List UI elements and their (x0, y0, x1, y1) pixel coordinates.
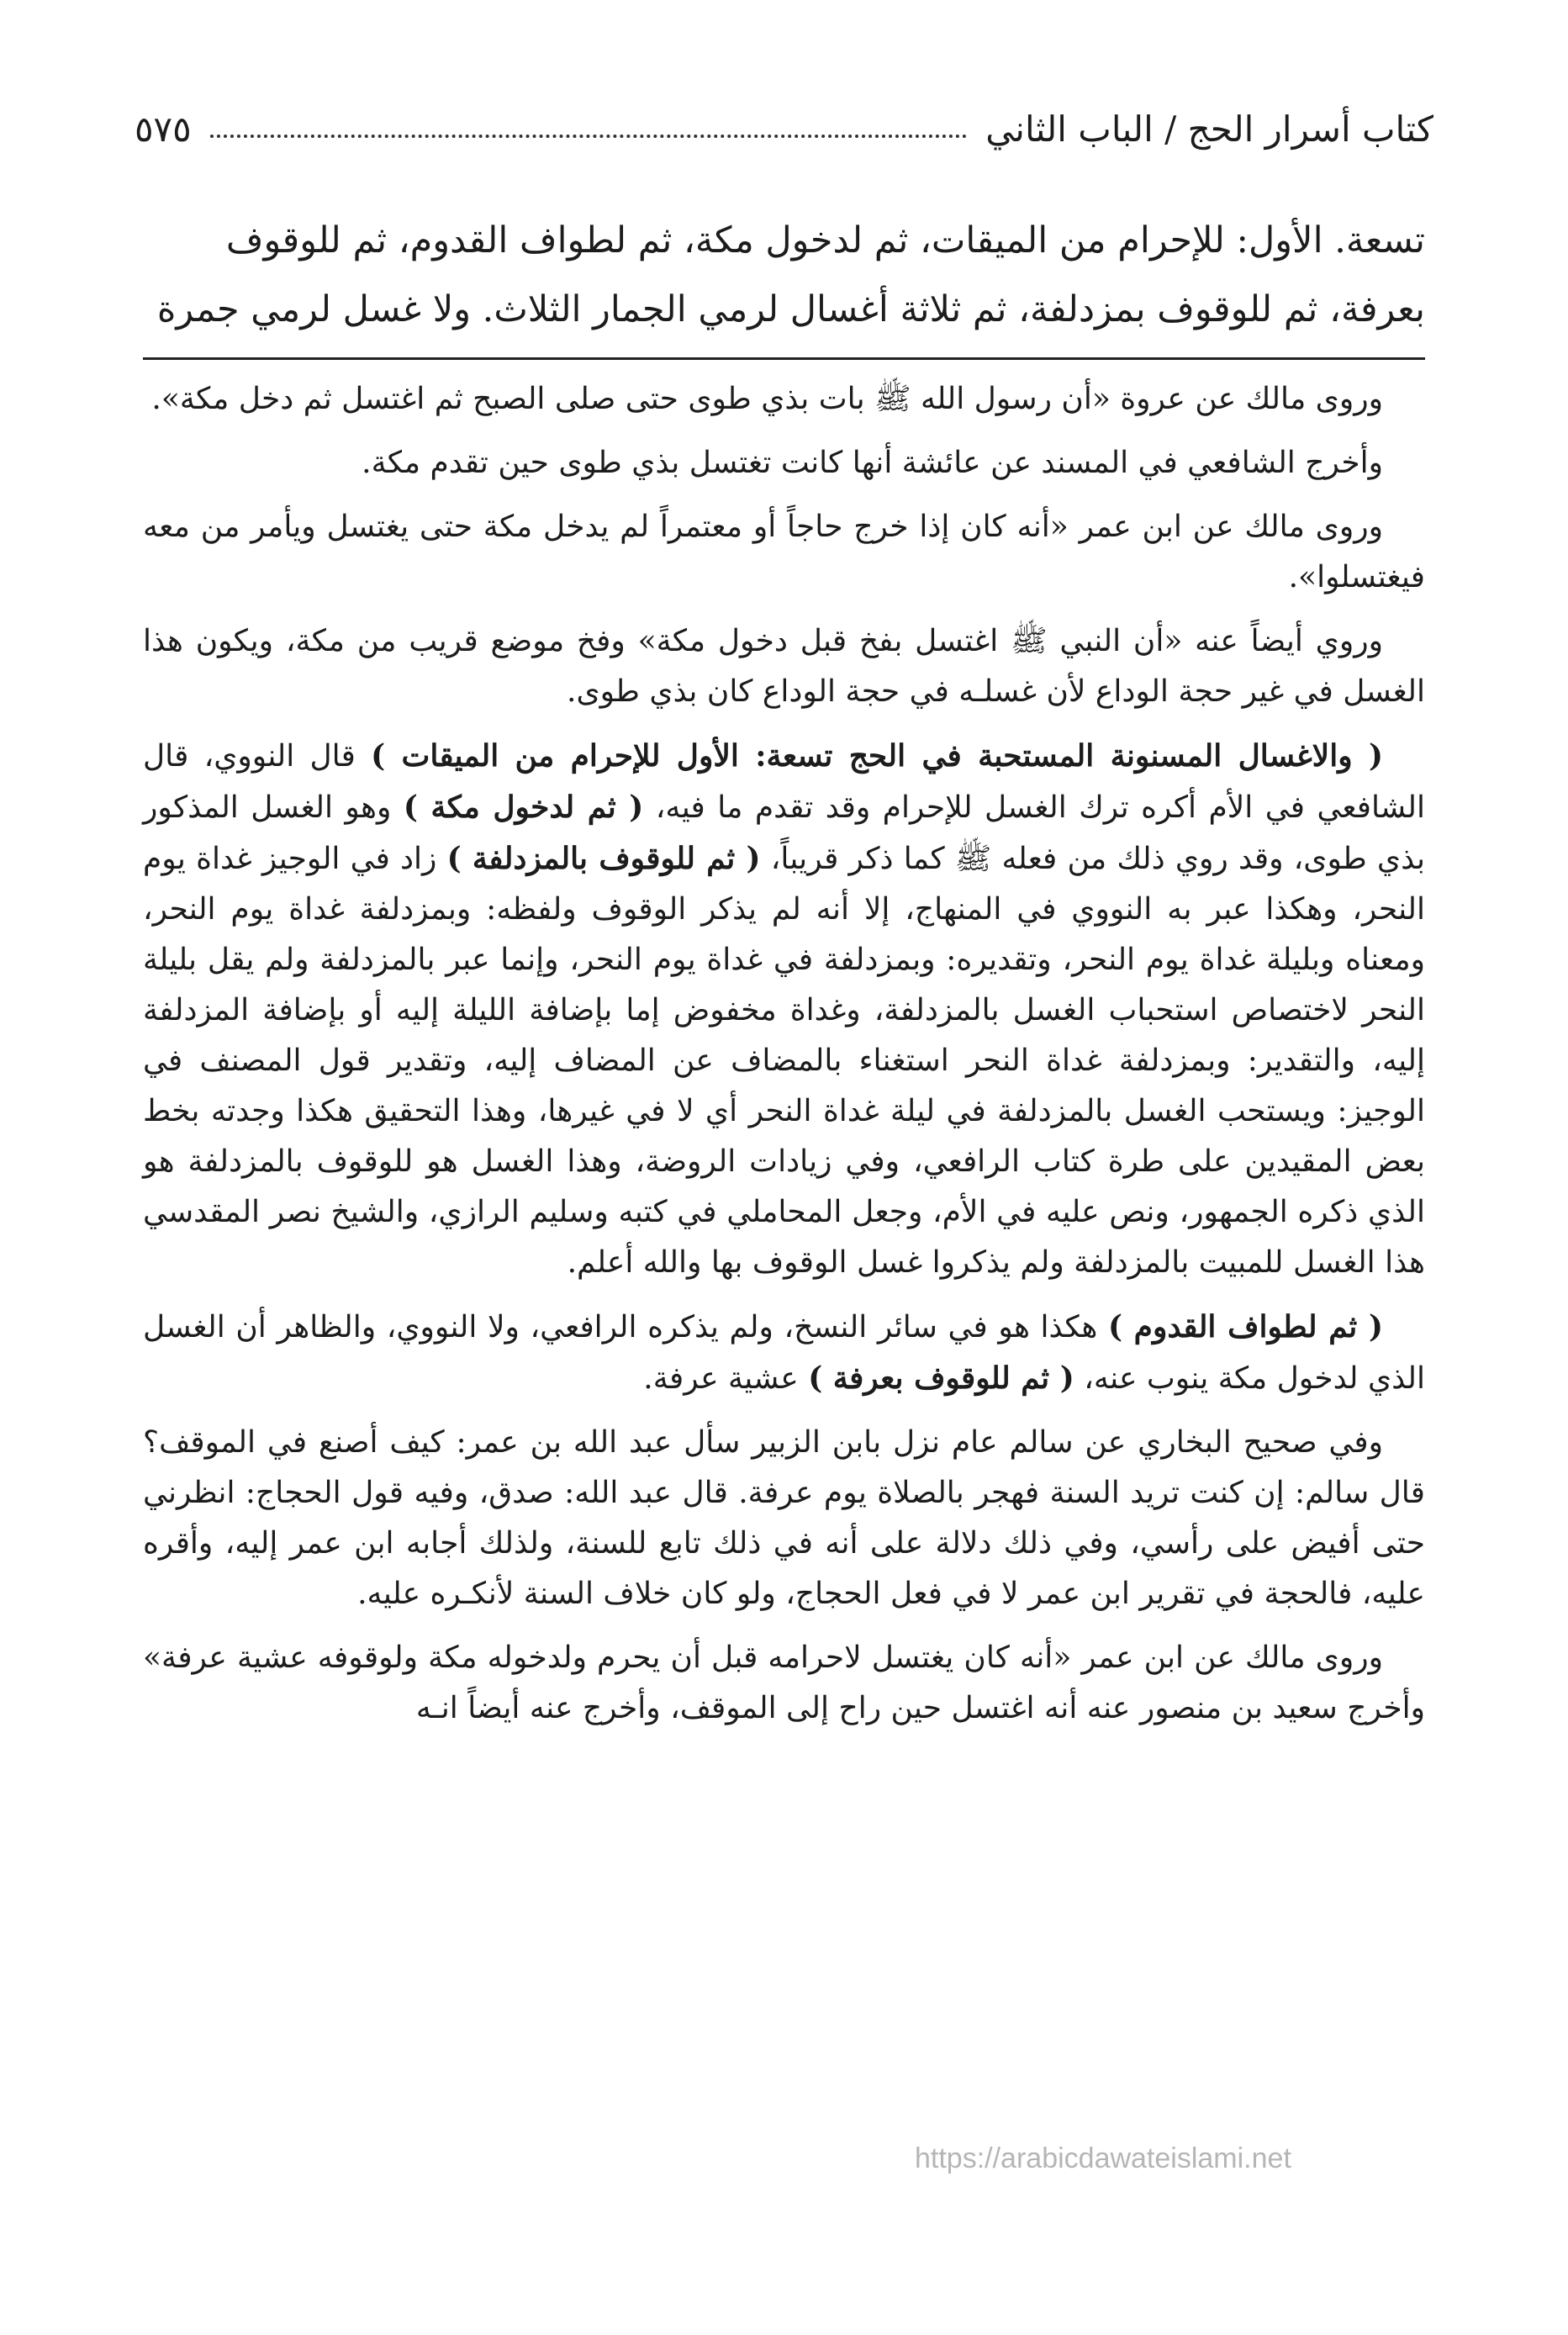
quoted-matn: ( ثم للوقوف بالمزدلفة ) (446, 841, 761, 876)
commentary-text: هكذا هو في سائر النسخ، ولم يذكره الرافعي، ولا النووي، والظاهر أن الغسل الذي لدخول مكة ينوب عنه، (143, 1310, 1425, 1396)
commentary-text: قال النووي، قال الشافعي في الأم أكره ترك الغسل للإحرام وقد تقدم ما فيه، (143, 739, 1425, 825)
commentary-paragraph (143, 731, 1425, 1288)
commentary-paragraph: وروى مالك عن ابن عمر «أنه كان يغتسل لاحرامه قبل أن يحرم ولدخوله مكة ولوقوفه عشية عرفة» وأخرج سعيد بن منصور عنه أنه اغتسل حين راح إلى الموقف، وأخرج عنه أيضاً انـه (143, 1640, 1425, 1725)
header-dot-leader (210, 135, 968, 138)
running-header (135, 91, 1433, 150)
main-text (143, 206, 1425, 344)
commentary-paragraph (143, 1302, 1425, 1404)
commentary-paragraph: وأخرج الشافعي في المسند عن عائشة أنها كانت تغتسل بذي طوى حين تقدم مكة. (362, 446, 1383, 480)
main-text-line: تسعة. الأول: للإحرام من الميقات، ثم لدخول مكة، ثم لطواف القدوم، ثم للوقوف (225, 219, 1425, 261)
commentary (143, 374, 1425, 1747)
commentary-text: عشية عرفة. (643, 1361, 809, 1396)
quoted-matn: ( والاغسال المسنونة المستحبة في الحج تسعة: الأول للإحرام من الميقات ) (371, 738, 1383, 774)
main-text-line: بعرفة، ثم للوقوف بمزدلفة، ثم ثلاثة أغسال لرمي الجمار الثلاث. ولا غسل لرمي جمرة (156, 288, 1425, 330)
commentary-text: وهو الغسل المذكور بذي طوى، وقد روي ذلك من فعله ﷺ كما ذكر قريباً، (143, 790, 1426, 876)
header-title: كتاب أسرار الحج / الباب الثاني (985, 108, 1433, 150)
commentary-paragraph: وروى مالك عن عروة «أن رسول الله ﷺ بات بذي طوى حتى صلى الصبح ثم اغتسل ثم دخل مكة». (151, 382, 1383, 416)
commentary-paragraph: وفي صحيح البخاري عن سالم عام نزل بابن الزبير سأل عبد الله بن عمر: كيف أصنع في الموقف؟ قال سالم: إن كنت تريد السنة فهجر بالصلاة يوم عرفة. قال عبد الله: صدق، وفيه قول الحجاج: انظرني حتى أفيض على رأسي، وفي ذلك دلالة على أنه في ذلك تابع للسنة، ولذلك أجابه ابن عمر إليه، وأقره عليه، فالحجة في تقرير ابن عمر لا في فعل الحجاج، ولو كان خلاف السنة لأنكـره عليه. (143, 1425, 1425, 1611)
commentary-paragraph: وروي أيضاً عنه «أن النبي ﷺ اغتسل بفخ قبل دخول مكة» وفخ موضع قريب من مكة، ويكون هذا الغسل في غير حجة الوداع لأن غسلـه في حجة الوداع كان بذي طوى. (143, 624, 1425, 709)
commentary-text: زاد في الوجيز غداة يوم النحر، وهكذا عبر به النووي في المنهاج، إلا أنه لم يذكر الوقوف ولفظه: وبمزدلفة غداة يوم النحر، ومعناه وبليلة غداة يوم النحر، وتقديره: وبمزدلفة في غداة يوم النحر، وإنما عبر بالمزدلفة ولم يقل بليلة النحر لاختصاص استحباب الغسل بالمزدلفة، وغداة مخفوض إما بإضافة الليلة إليه أو بإضافة المزدلفة إليه، والتقدير: وبمزدلفة غداة النحر استغناء بالمضاف عن المضاف إليه، وتقدير قول المصنف في الوجيز: ويستحب الغسل بالمزدلفة في ليلة غداة النحر أي لا في غيرها، وهذا التحقيق هكذا وجدته بخط بعض المقيدين على طرة كتاب الرافعي، وفي زيادات الروضة، وهذا الغسل هو للوقوف بالمزدلفة هو الذي ذكره الجمهور، ونص عليه في الأم، وجعل المحاملي في كتبه وسليم الرازي، والشيخ نصر المقدسي هذا الغسل للمبيت بالمزدلفة ولم يذكروا غسل الوقوف بها والله أعلم. (143, 842, 1426, 1280)
page-number: ٥٧٥ (135, 108, 192, 150)
quoted-matn: ( ثم لطواف القدوم ) (1107, 1309, 1383, 1344)
commentary-paragraph: وروى مالك عن ابن عمر «أنه كان إذا خرج حاجاً أو معتمراً لم يدخل مكة حتى يغتسل ويأمر من معه فيغتسلوا». (143, 510, 1425, 594)
quoted-matn: ( ثم للوقوف بعرفة ) (808, 1360, 1074, 1396)
separator-rule (143, 357, 1425, 360)
quoted-matn: ( ثم لدخول مكة ) (403, 790, 644, 825)
watermark-url: https://arabicdawateislami.net (915, 2142, 1291, 2174)
